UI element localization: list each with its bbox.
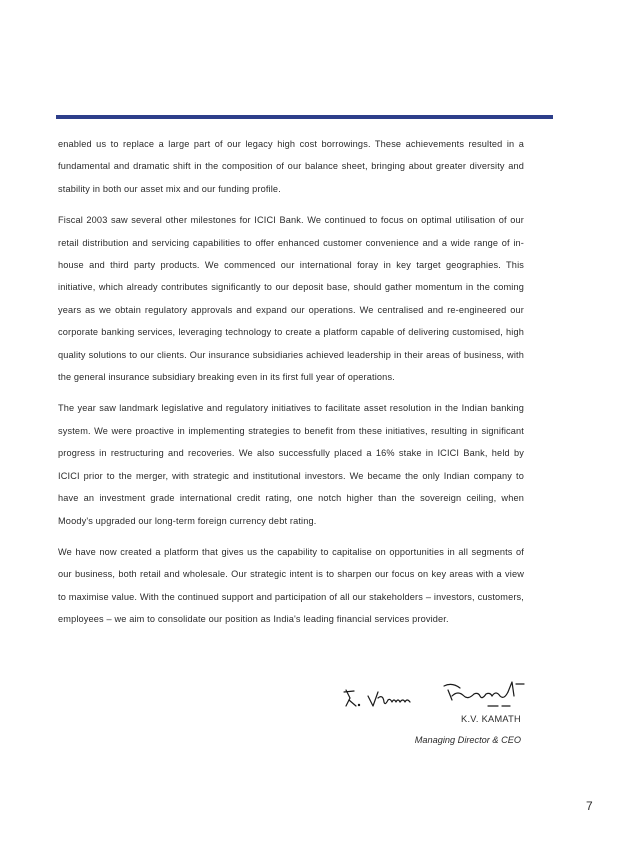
paragraph-2: Fiscal 2003 saw several other milestones for ICICI Bank. We continued to focus on optimal utilisation of our retail distribution and servicing capabilities to offer enhanced customer convenience and a wide range of in-house and third party products. We commenced our international foray in key target geographies. This initiative, which already contributes significantly to our deposit base, should gather momentum in the coming years as we obtain regulatory approvals and expand our operations. We centralised and re-engineered our corporate banking services, leveraging technology to create a platform capable of delivering customised, high quality solutions to our clients. Our insurance subsidiaries achieved leadership in their areas of business, with the general insurance subsidiary breaking even in its first full year of operations. [58, 215, 524, 383]
letter-body [58, 133, 524, 640]
signatory-name: K.V. KAMATH [461, 714, 521, 724]
paragraph-1: enabled us to replace a large part of our legacy high cost borrowings. These achievements resulted in a fundamental and dramatic shift in the composition of our balance sheet, bringing about greater diversity and stability in both our asset mix and our funding profile. [58, 139, 524, 194]
paragraph-3: The year saw landmark legislative and regulatory initiatives to facilitate asset resolution in the Indian banking system. We were proactive in implementing strategies to benefit from these initiatives, resulting in significant progress in restructuring and recoveries. We also successfully placed a 16% stake in ICICI Bank, held by ICICI prior to the merger, with strategic and institutional investors. We became the only Indian company to have an investment grade international credit rating, one notch higher than the sovereign ceiling, when Moody's upgraded our long-term foreign currency debt rating. [58, 403, 524, 526]
page-number: 7 [586, 799, 593, 813]
handwritten-signature [340, 676, 530, 714]
paragraph-4: We have now created a platform that gives us the capability to capitalise on opportunities in all segments of our business, both retail and wholesale. Our strategic intent is to sharpen our focus on key areas with a view to maximise value. With the continued support and participation of all our stakeholders – investors, customers, employees – we aim to consolidate our position as India's leading financial services provider. [58, 546, 524, 625]
signatory-title: Managing Director & CEO [414, 735, 521, 745]
header-rule [56, 115, 553, 119]
